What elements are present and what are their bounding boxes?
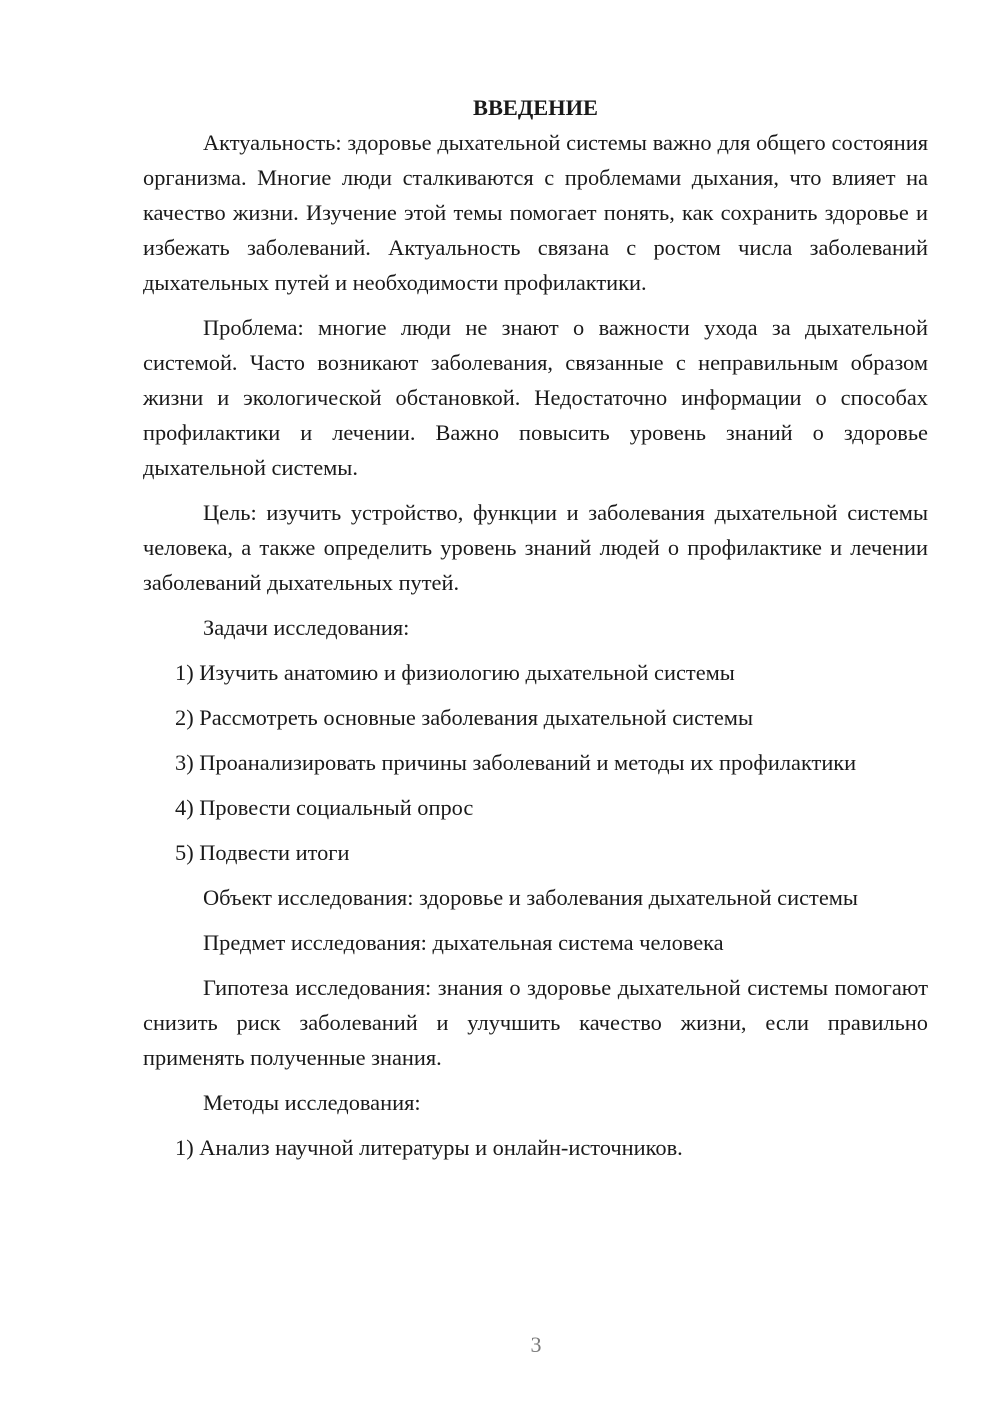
- task-item-3: 3) Проанализировать причины заболеваний и методы их профилактики: [175, 750, 857, 775]
- method-item-1: 1) Анализ научной литературы и онлайн-источников.: [175, 1135, 683, 1160]
- page-title: ВВЕДЕНИЕ: [473, 95, 598, 120]
- task-item-4: 4) Провести социальный опрос: [175, 795, 474, 820]
- tasks-heading: Задачи исследования:: [203, 615, 410, 640]
- document-page: [143, 90, 928, 1175]
- page-number: 3: [530, 1332, 542, 1357]
- task-item-5: 5) Подвести итоги: [175, 840, 350, 865]
- problem-paragraph: Проблема: многие люди не знают о важности ухода за дыхательной системой. Часто возникают заболевания, связанные с неправильным образом жизни и экологической обстановкой. Недостаточно информации о способах профилактики и лечении. Важно повысить уровень знаний о здоровье дыхательной системы.: [143, 315, 928, 480]
- task-item-2: 2) Рассмотреть основные заболевания дыхательной системы: [175, 705, 753, 730]
- object-paragraph: Объект исследования: здоровье и заболевания дыхательной системы: [203, 885, 858, 910]
- subject-paragraph: Предмет исследования: дыхательная система человека: [203, 930, 724, 955]
- hypothesis-paragraph: Гипотеза исследования: знания о здоровье дыхательной системы помогают снизить риск заболеваний и улучшить качество жизни, если правильно применять полученные знания.: [143, 975, 928, 1070]
- task-item-1: 1) Изучить анатомию и физиологию дыхательной системы: [175, 660, 735, 685]
- methods-heading: Методы исследования:: [203, 1090, 421, 1115]
- goal-paragraph: Цель: изучить устройство, функции и заболевания дыхательной системы человека, а также определить уровень знаний людей о профилактике и лечении заболеваний дыхательных путей.: [143, 500, 928, 595]
- relevance-paragraph: Актуальность: здоровье дыхательной системы важно для общего состояния организма. Многие люди сталкиваются с проблемами дыхания, что влияет на качество жизни. Изучение этой темы помогает понять, как сохранить здоровье и избежать заболеваний. Актуальность связана с ростом числа заболеваний дыхательных путей и необходимости профилактики.: [143, 130, 928, 295]
